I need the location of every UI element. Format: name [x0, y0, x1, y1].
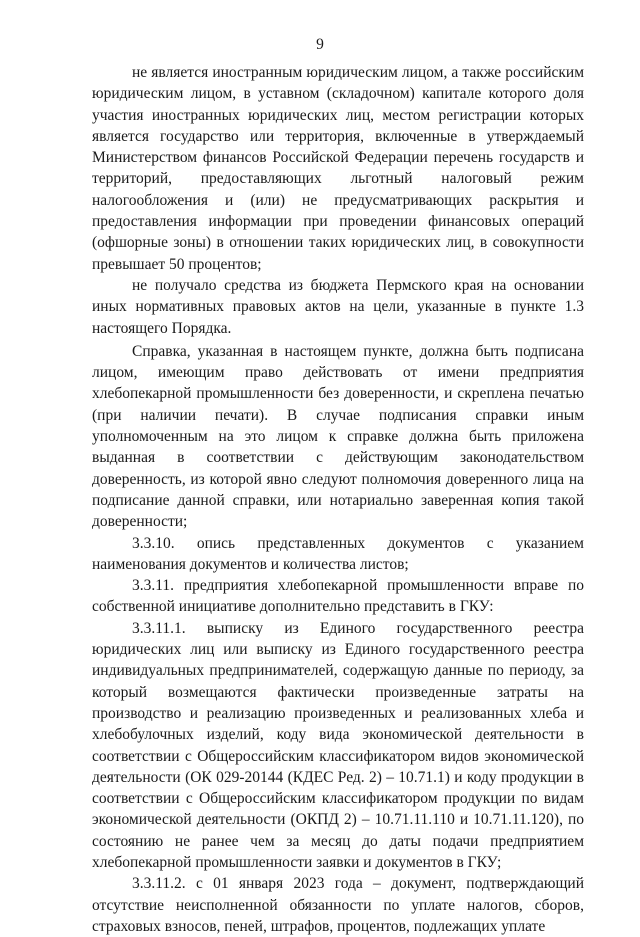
paragraph-budget-funds: не получало средства из бюджета Пермского края на основании иных нормативных правовых актов на цели, указанные в пункте 1.3 настоящего Порядка.	[92, 276, 584, 337]
paragraph-offshore-condition: не является иностранным юридическим лицом, а также российским юридическим лицом, в уставном (складочном) капитале которого доля участия иностранных юридических лиц, местом регистрации которых является государство или территория, включенные в утверждаемый Министерством финансов Российской Федерации перечень государств и территорий, предоставляющих льготный налоговый режим налогообложения и (или) не предусматривающих раскрытия и предоставления информации при проведении финансовых операций (офшорные зоны) в отношении таких юридических лиц, в совокупности превышает 50 процентов;	[92, 64, 584, 273]
paragraph-3-3-11: 3.3.11. предприятия хлебопекарной промышленности вправе по собственной инициативе дополнительно представить в ГКУ:	[92, 577, 584, 616]
body-text	[92, 62, 584, 937]
paragraph-3-3-11-2: 3.3.11.2. с 01 января 2023 года – документ, подтверждающий отсутствие неисполненной обязанности по уплате налогов, сборов, страховых взносов, пеней, штрафов, процентов, подлежащих уплате	[92, 875, 584, 935]
paragraph-certificate-signature: Справка, указанная в настоящем пункте, должна быть подписана лицом, имеющим право действовать от имени предприятия хлебопекарной промышленности без доверенности, и скреплена печатью (при наличии печати). В случае подписания справки иным уполномоченным на это лицом к справке должна быть приложена выданная в соответствии с действующим законодательством доверенность, из которой явно следуют полномочия доверенного лица на подписание данной справки, или нотариально заверенная копия такой доверенности;	[92, 342, 584, 531]
page-number: 9	[316, 36, 324, 53]
paragraph-3-3-10: 3.3.10. опись представленных документов с указанием наименования документов и количества листов;	[92, 534, 584, 573]
paragraph-3-3-11-1: 3.3.11.1. выписку из Единого государственного реестра юридических лиц или выписку из Единого государственного реестра индивидуальных предпринимателей, содержащую данные по периоду, за который возмещаются фактически произведенные затраты на производство и реализацию произведенных и реализованных хлеба и хлебобулочных изделий, коду вида экономической деятельности в соответствии с Общероссийским классификатором видов экономической деятельности (ОК 029-20144 (КДЕС Ред. 2) – 10.71.1) и коду продукции в соответствии с Общероссийским классификатором продукции по видам экономической деятельности (ОКПД 2) – 10.71.11.110 и 10.71.11.120), по состоянию не ранее чем за месяц до даты подачи предприятием хлебопекарной промышленности заявки и документов в ГКУ;	[92, 619, 584, 871]
